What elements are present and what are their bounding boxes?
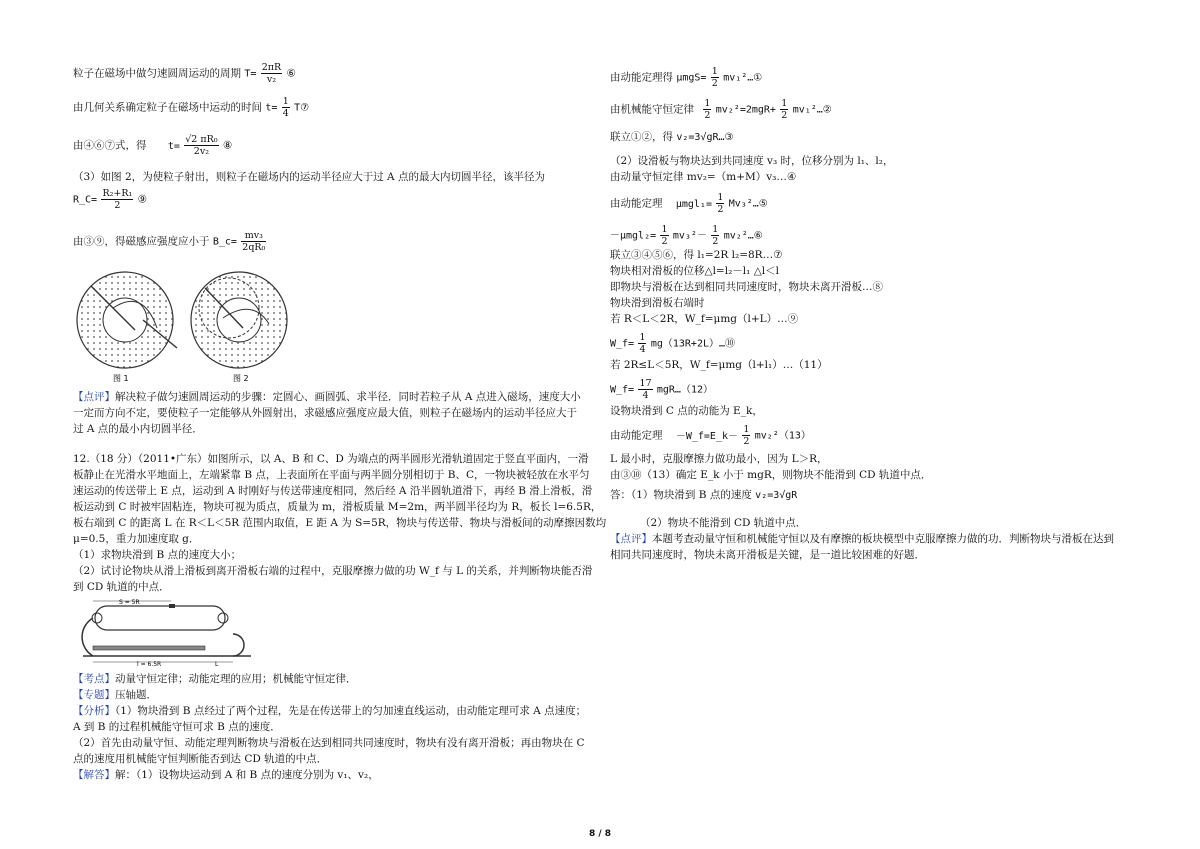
fenxi-line: A 到 B 的过程机械能守恒可求 B 点的速度． [73,721,281,733]
formula: －W_f=E_k－ [675,430,738,442]
numerator: 1 [712,224,719,235]
ref: ⑥ [286,67,296,80]
denominator: 2 [712,236,719,247]
text: 粒子在磁场中做匀速圆周运动的周期 [73,67,241,80]
formula: W_f= [610,338,635,350]
review-line-1 [73,390,581,404]
question-line: 到 CD 轨道的中点． [73,581,170,593]
fraction [703,98,711,121]
formula: v₂=3√gR [755,490,798,501]
zhuanti-tag: 【专题】 [73,689,115,701]
numerator: 1 [282,96,289,107]
formula: R_C= [73,194,98,206]
r-line [610,424,811,447]
formula: W_f= [610,384,635,396]
jieda-line [73,768,379,782]
page-number: 8 / 8 [588,829,612,839]
r-line: L 最小时，克服摩擦力做功最小，因为 L＞R， [610,453,828,465]
text: 解决粒子做匀速圆周运动的步骤：定圆心、画圆弧、求半径．同时若粒子从 A 点进入磁场，速度大小 [115,391,581,403]
numerator: 1 [704,98,711,109]
denominator: 2v₂ [193,146,210,157]
question-line: 板右端到 C 的距离 L 在 R＜L＜5R 范围内取值，E 距 A 为 S=5R，物块与传送带、物块与滑板间的动摩擦因数均 [73,517,607,529]
r-line [610,130,733,145]
answer-line-2: （2）物块不能滑到 CD 轨道中点． [640,517,807,529]
r-line: 物块相对滑板的位移△l=l₂－l₁ △l＜l [610,265,779,277]
r-line: 即物块与滑板在达到相同共同速度时，物块未离开滑板…⑧ [610,281,883,293]
denominator: 2 [661,236,668,247]
denominator: 2 [743,436,750,447]
r-line [610,66,762,89]
question-line: 12.（18 分）（2011•广东）如图所示，以 A、B 和 C、D 为端点的两半圆形光滑轨道固定于竖直平面内，一滑 [73,453,589,465]
fraction [101,188,133,211]
numerator: R₂+R₁ [102,188,133,199]
question-line: 速运动的传送带上 E 点，运动到 A 时刚好与传送带速度相同，然后经 A 沿半圆轨道滑下，再经 B 滑上滑板，滑 [73,485,593,497]
result-line [73,134,232,157]
figure-2-caption: 图 2 [233,374,249,383]
review-line-3: 过 A 点的最小内切圆半径． [73,423,203,435]
fraction [282,96,290,119]
formula: mgR…（12） [656,384,713,396]
figure-1 [77,272,177,368]
fraction [241,230,266,253]
formula: mv₂²（13） [754,430,811,442]
formula: μmgl₁= [675,198,712,210]
figure-2 [191,272,287,368]
formula: Mv₃²…⑤ [728,198,768,210]
denominator: 4 [639,344,646,355]
fraction [184,134,218,157]
formula: －μmgl₂= [610,230,657,242]
denominator: 4 [282,108,289,119]
text: 由几何关系确定粒子在磁场中运动的时间 [73,101,262,114]
answer-line [610,488,797,503]
formula: v₂=3√gR…③ [676,132,734,143]
formula: t= [265,102,278,114]
question-line: （2）试讨论物块从滑上滑板到离开滑板右端的过程中，克服摩擦力做的功 W_f 与 L 的关系，并判断物块能否滑 [73,565,593,577]
formula: mv₁²…① [723,72,763,84]
fraction [716,192,724,215]
jieda-tag: 【解答】 [73,769,115,781]
denominator: 2 [704,110,711,121]
figure-1-caption: 图 1 [113,374,129,383]
formula: mg（13R+2L）…⑩ [650,338,736,350]
numerator: 1 [639,332,646,343]
text: 由③⑨，得磁感应强度应小于 [73,235,210,248]
denominator: 2 [114,200,121,211]
text: 由动能定理得 [610,71,673,84]
kaodian-tag: 【考点】 [73,673,115,685]
numerator: 1 [781,98,788,109]
fraction [638,332,646,355]
fraction [742,424,750,447]
formula: t= [167,140,180,152]
fraction [638,378,652,401]
formula: mv₁²…② [792,104,832,116]
fenxi-tag: 【分析】 [73,705,115,717]
denominator: 2 [711,78,718,89]
numerator: 1 [743,424,750,435]
question-line: μ=0.5，重力加速度取 g． [73,533,200,545]
formula: B_c= [212,236,237,248]
ref: ⑧ [222,139,233,152]
r-line: 联立③④⑤⑥，得 l₁=2R l₂=8R…⑦ [610,249,783,261]
text: 解：（1）设物块运动到 A 和 B 点的速度分别为 v₁、v₂， [115,769,379,781]
field-line [73,230,267,253]
text: 由动能定理 [610,429,663,442]
fraction [711,66,719,89]
denominator: 2 [717,204,724,215]
time-line [73,96,309,119]
formula: mv₂²…⑥ [723,230,763,242]
r-line: 由③⑩（13）确定 E_k 小于 mgR，则物块不能滑到 CD 轨道中点． [610,469,932,481]
denominator: 2 [781,110,788,121]
review-tag: 【点评】 [610,533,652,545]
numerator: mv₃ [241,230,266,242]
numerator: √2 πR₀ [185,134,218,145]
magnetic-field-figures [73,268,313,386]
review-line-2: 一定而方向不定，要使粒子一定能够从外圆射出，求磁感应强度应最大值，则粒子在磁场内的运动半径应大于 [73,407,577,419]
numerator: 1 [717,192,724,203]
r-line: 若 2R≤L＜5R，W_f=μmg（l+l₁）…（11） [610,359,828,371]
fenxi-line: 点的速度用机械能守恒判断能否到达 CD 轨道的中点． [73,753,328,765]
question-line: （1）求物块滑到 B 点的速度大小； [73,549,242,561]
formula: μmgS= [676,72,707,84]
text: 动量守恒定律；动能定理的应用；机械能守恒定律． [115,673,357,685]
text: （1）物块滑到 B 点经过了两个过程，先是在传送带上的匀加速直线运动，由动能定理可求 A 点速度； [115,705,587,717]
r-line [610,378,713,401]
question-line: 板运动到 C 时被牢固粘连，物块可视为质点，质量为 m，滑板质量 M=2m，两半圆半径均为 R，板长 l=6.5R， [73,501,602,513]
text: 由动能定理 [610,197,663,210]
numerator: 17 [639,378,652,389]
review-tag: 【点评】 [73,391,115,403]
formula: T= [244,68,257,80]
r-line [610,192,768,215]
text: 联立①②，得 [610,131,673,143]
fraction [660,224,668,247]
numerator: 1 [711,66,718,77]
review-line [610,532,1114,546]
denominator: 2qR₀ [242,242,266,253]
denominator: v₂ [266,74,277,85]
formula: T⑦ [294,102,310,114]
r-line: 物块滑到滑板右端时 [610,297,705,309]
r-line: （2）设滑板与物块达到共同速度 v₃ 时，位移分别为 l₁、l₂， [610,155,894,167]
formula: mv₂²=2mgR+ [715,104,776,116]
period-line [73,62,296,85]
radius-line [73,188,147,211]
fraction [711,224,719,247]
text: 答：（1）物块滑到 B 点的速度 [610,489,752,501]
fenxi-line: （2）首先由动量守恒、动能定理判断物块与滑板在达到相同共同速度时，物块有没有离开滑板；再由物块在 C [73,737,585,749]
fraction [261,62,282,85]
r-line [610,98,832,121]
fraction [780,98,788,121]
question-line: 板静止在光滑水平地面上，左端紧靠 B 点，上表面所在平面与两半圆分别相切于 B、C，一物块被轻放在水平匀 [73,469,590,481]
ref: ⑨ [137,193,148,206]
r-line [610,332,735,355]
text: 由④⑥⑦式，得 [73,139,147,152]
text: 压轴题． [115,689,157,701]
numerator: 2πR [261,62,282,73]
review-line-2: 相同共同速度时，物块未离开滑板是关键，是一道比较困难的好题． [610,549,925,561]
text: 本题考查动量守恒和机械能守恒以及有摩擦的板块模型中克服摩擦力做的功．判断物块与滑板在达到 [652,533,1114,545]
numerator: 1 [661,224,668,235]
zhuanti-line [73,688,157,702]
distance-s-label: S = 5R [119,599,140,606]
r-line: 由动量守恒定律 mv₂=（m+M）v₃…④ [610,171,797,183]
denominator: 4 [642,390,649,401]
text: 由机械能守恒定律 [610,103,694,116]
r-line: 若 R＜L＜2R，W_f=μmg（l+L）…⑨ [610,313,799,325]
r-line [610,224,763,247]
track-diagram [73,598,253,668]
kaodian-line [73,672,357,686]
distance-L-label: L [215,661,219,668]
paragraph: （3）如图 2，为使粒子射出，则粒子在磁场内的运动半径应大于过 A 点的最大内切圆半径，该半径为 [73,171,545,183]
formula: mv₃²－ [672,230,707,242]
fenxi-line [73,704,586,718]
length-l-label: l = 6.5R [137,661,162,668]
r-line: 设物块滑到 C 点的动能为 E_k， [610,405,763,417]
